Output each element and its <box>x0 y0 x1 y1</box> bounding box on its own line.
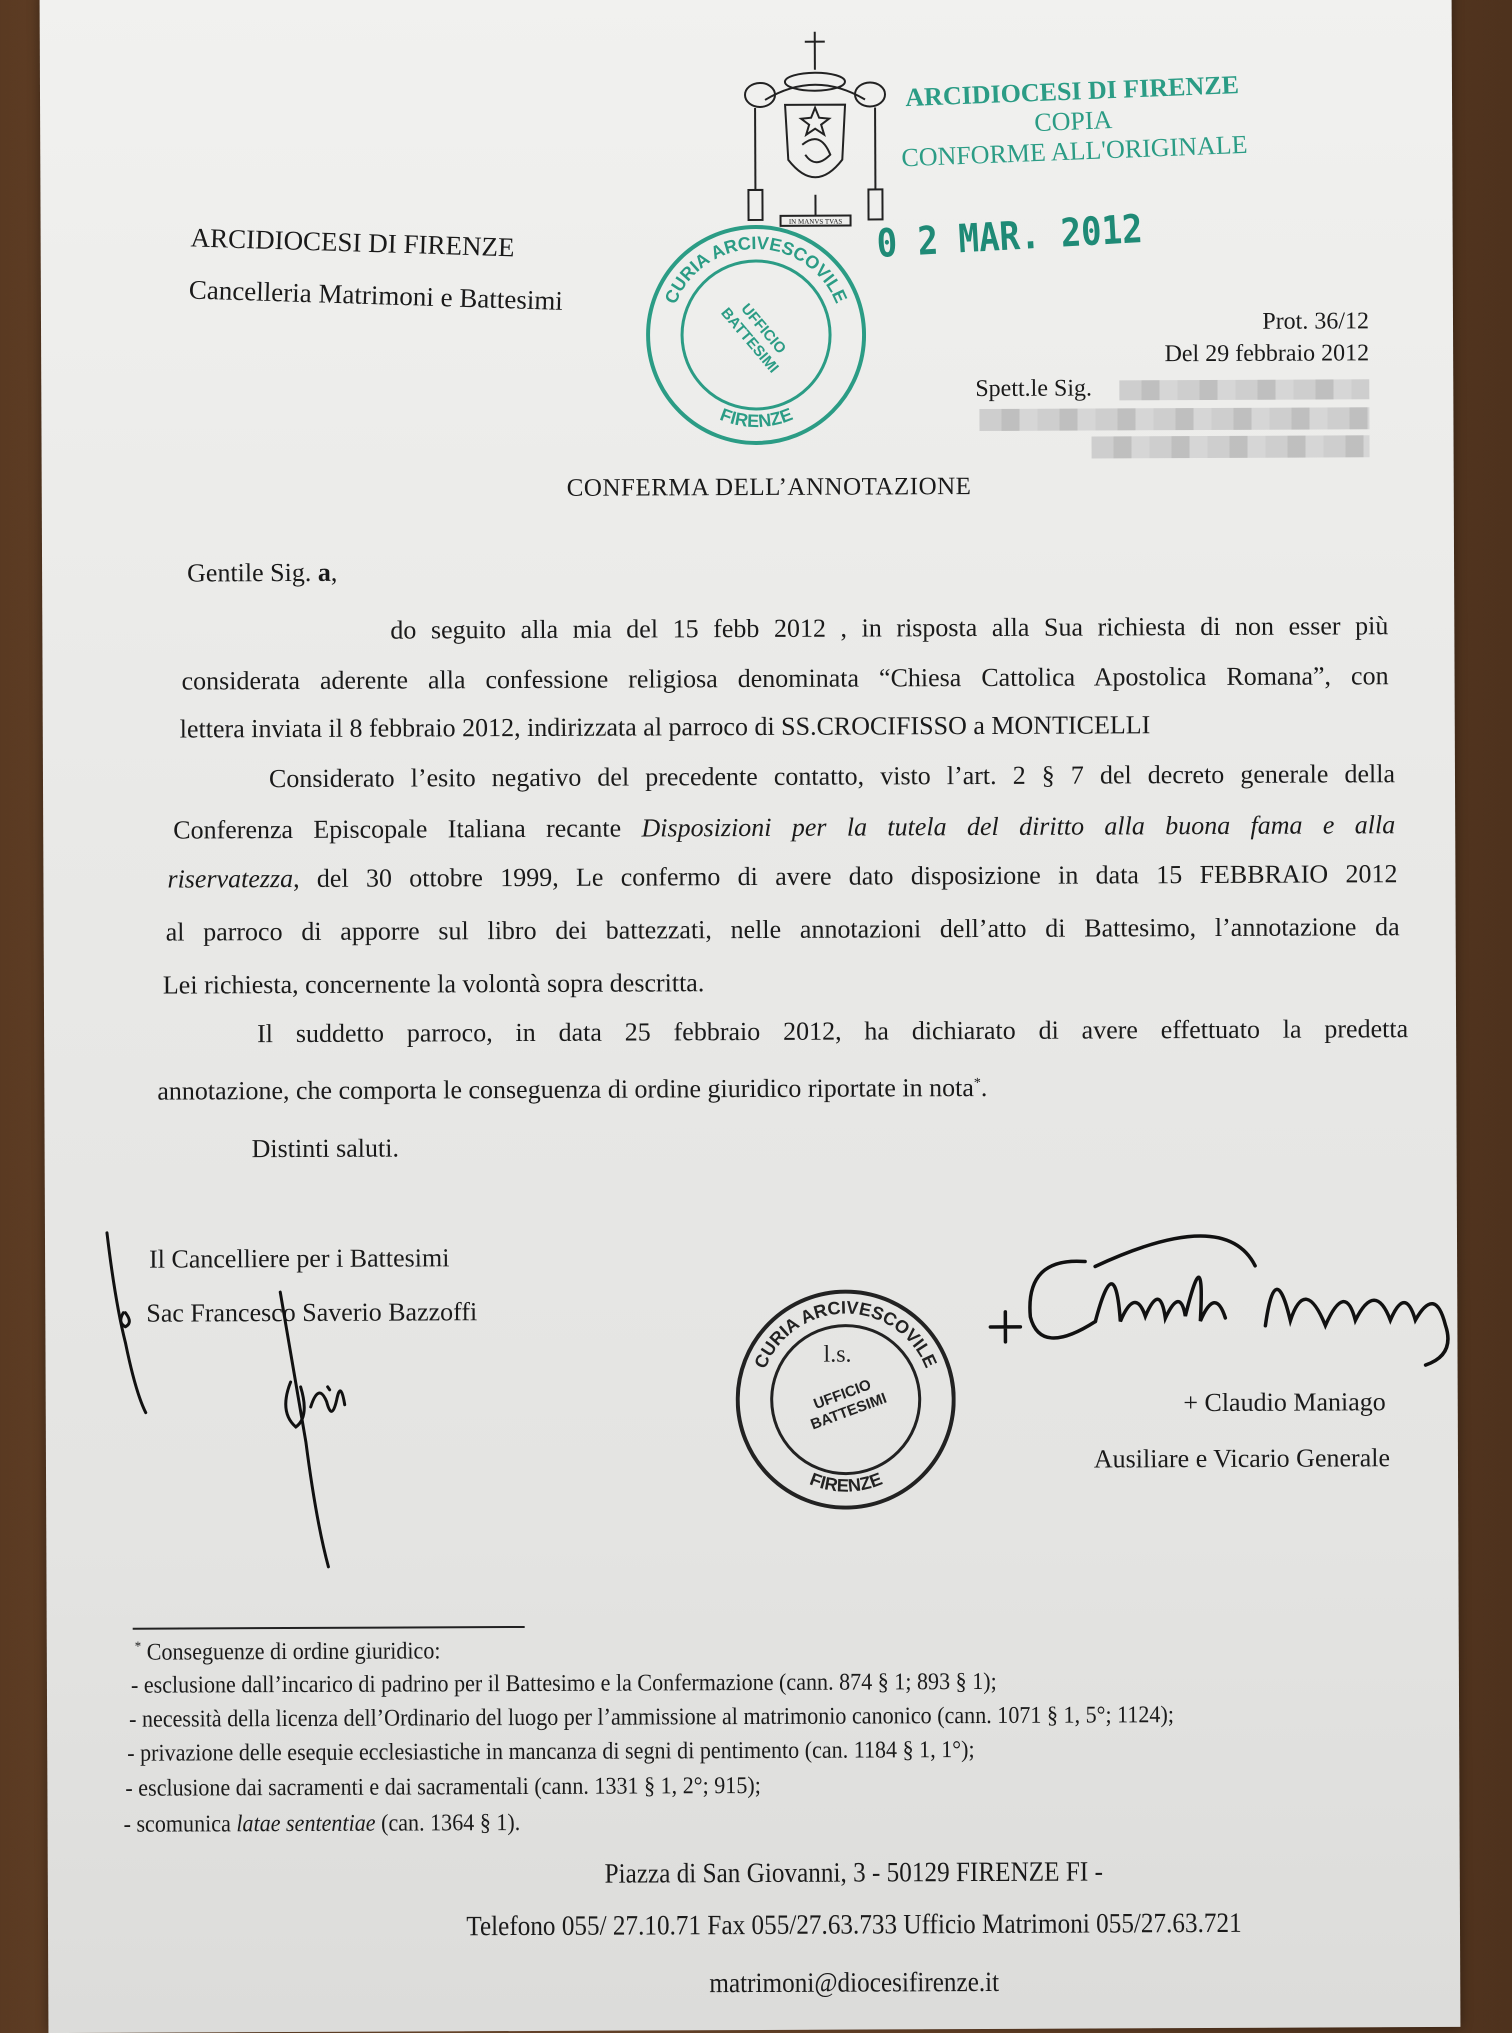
footnote-mark: * <box>135 1640 142 1655</box>
left-signatory-name: Sac Francesco Saverio Bazzoffi <box>146 1297 477 1328</box>
footnote-text: - scomunica <box>123 1811 236 1837</box>
header-office: Cancelleria Matrimoni e Battesimi <box>188 274 563 316</box>
stamp-bottom-text: FIRENZE <box>807 1469 885 1496</box>
footnote-item: - necessità della licenza dell’Ordinario del luogo per l’ammissione al matrimonio canonico (cann. 1071 § 1, 5°; 1124); <box>129 1701 1174 1734</box>
footnote-heading <box>135 1637 441 1666</box>
body-line: al parroco di apporre sul libro dei battezzati, nelle annotazioni dell’atto di Battesimo, l’annotazione da <box>166 912 1400 947</box>
stamp-top-text: CURIA ARCIVESCOVILE <box>660 232 851 306</box>
body-line <box>157 1073 987 1107</box>
curia-round-stamp-green <box>646 224 867 445</box>
body-line: Lei richiesta, concernente la volontà sopra descritta. <box>163 968 705 1000</box>
stamp-line: CONFORME ALL'ORIGINALE <box>901 130 1248 174</box>
stamp-line: ARCIDIOCESI DI FIRENZE <box>898 70 1245 114</box>
locus-sigilli: l.s. <box>823 1342 851 1368</box>
redacted-recipient-city <box>1092 435 1370 458</box>
footnote-item <box>123 1809 520 1839</box>
footnote-item: - privazione delle esequie ecclesiastiche in mancanza di segni di pentimento (can. 1184 § 1, 1°); <box>127 1736 974 1768</box>
stamp-bottom-text: FIRENZE <box>717 404 795 431</box>
salutation <box>187 558 337 589</box>
stamp-center-text: UFFICIO BATTESIMI <box>784 1366 907 1441</box>
handwritten-signature-left <box>65 1222 397 1583</box>
footnote-divider <box>133 1626 525 1630</box>
letter-title: CONFERMA DELL’ANNOTAZIONE <box>567 473 972 503</box>
copy-conforme-stamp <box>898 70 1248 174</box>
body-line: lettera inviata il 8 febbraio 2012, indirizzata al parroco di SS.CROCIFISSO a MONTICELLI <box>180 710 1151 744</box>
stamp-top-text: CURIA ARCIVESCOVILE <box>750 1297 941 1371</box>
footnote-mark: * <box>974 1076 981 1091</box>
body-text: , del 30 ottobre 1999, Le confermo di avere dato disposizione in data 15 FEBBRAIO 2012 <box>293 859 1397 893</box>
curia-round-stamp-black <box>735 1289 956 1510</box>
body-line: Il suddetto parroco, in data 25 febbraio 2012, ha dichiarato di avere effettuato la predetta <box>257 1014 1408 1049</box>
footer-address: Piazza di San Giovanni, 3 - 50129 FIRENZE FI - <box>314 1855 1394 1892</box>
archbishop-crest-icon <box>730 29 901 230</box>
footnote-heading-text: Conseguenze di ordine giuridico: <box>141 1638 440 1665</box>
crest-motto: IN MANVS TVAS <box>789 218 843 226</box>
salutation-bold: a <box>318 558 331 587</box>
body-italic-text: Disposizioni per la tutela del diritto alla buona fama e alla <box>641 810 1395 842</box>
body-line <box>173 810 1395 845</box>
letter-page <box>40 0 1461 2033</box>
body-text: Conferenza Episcopale Italiana recante <box>173 813 641 844</box>
body-text: annotazione, che comporta le conseguenza di ordine giuridico riportate in nota <box>157 1073 974 1106</box>
body-line: Considerato l’esito negativo del precedente contatto, visto l’art. 2 § 7 del decreto generale della <box>269 759 1395 794</box>
recipient-label: Spett.le Sig. <box>975 375 1092 404</box>
handwritten-signature-right <box>945 1225 1506 1387</box>
body-text: . <box>981 1073 988 1102</box>
left-signatory-role: Il Cancelliere per i Battesimi <box>149 1243 449 1274</box>
right-signatory-role: Ausiliare e Vicario Generale <box>1094 1443 1390 1474</box>
footer-email: matrimoni@diocesifirenze.it <box>314 1965 1394 2002</box>
stamp-line: COPIA <box>900 100 1247 144</box>
body-line: do seguito alla mia del 15 febb 2012 , in risposta alla Sua richiesta di non esser più <box>390 611 1388 645</box>
header-organization: ARCIDIOCESI DI FIRENZE <box>190 222 515 263</box>
protocol-number: Prot. 36/12 <box>1262 307 1369 335</box>
footnote-item: - esclusione dall’incarico di padrino per il Battesimo e la Confermazione (cann. 874 § 1; 893 § 1); <box>131 1668 997 1700</box>
right-signatory-name: + Claudio Maniago <box>1183 1387 1386 1418</box>
svg-text:CURIA ARCIVESCOVILE <box>660 232 851 306</box>
salutation-text: Gentile Sig. <box>187 558 318 588</box>
closing: Distinti saluti. <box>252 1134 399 1165</box>
salutation-end: , <box>331 558 338 587</box>
footnote-italic-text: latae sententiae <box>236 1811 375 1838</box>
body-line: considerata aderente alla confessione religiosa denominata “Chiesa Cattolica Apostolica Romana”, con <box>181 661 1388 696</box>
footnote-text: (can. 1364 § 1). <box>375 1810 520 1837</box>
redacted-recipient-name <box>1119 379 1369 400</box>
received-date-stamp: 0 2 MAR. 2012 <box>876 206 1144 267</box>
letter-date: Del 29 febbraio 2012 <box>1164 339 1369 368</box>
footnote-item: - esclusione dai sacramenti e dai sacramentali (cann. 1331 § 1, 2°; 915); <box>125 1772 761 1803</box>
footer-phones: Telefono 055/ 27.10.71 Fax 055/27.63.733 Ufficio Matrimoni 055/27.63.721 <box>314 1907 1394 1944</box>
stamp-center-text: UFFICIO BATTESIMI <box>704 278 808 391</box>
body-italic-text: riservatezza <box>167 864 293 894</box>
redacted-recipient-address <box>979 407 1369 431</box>
body-line <box>167 859 1397 894</box>
